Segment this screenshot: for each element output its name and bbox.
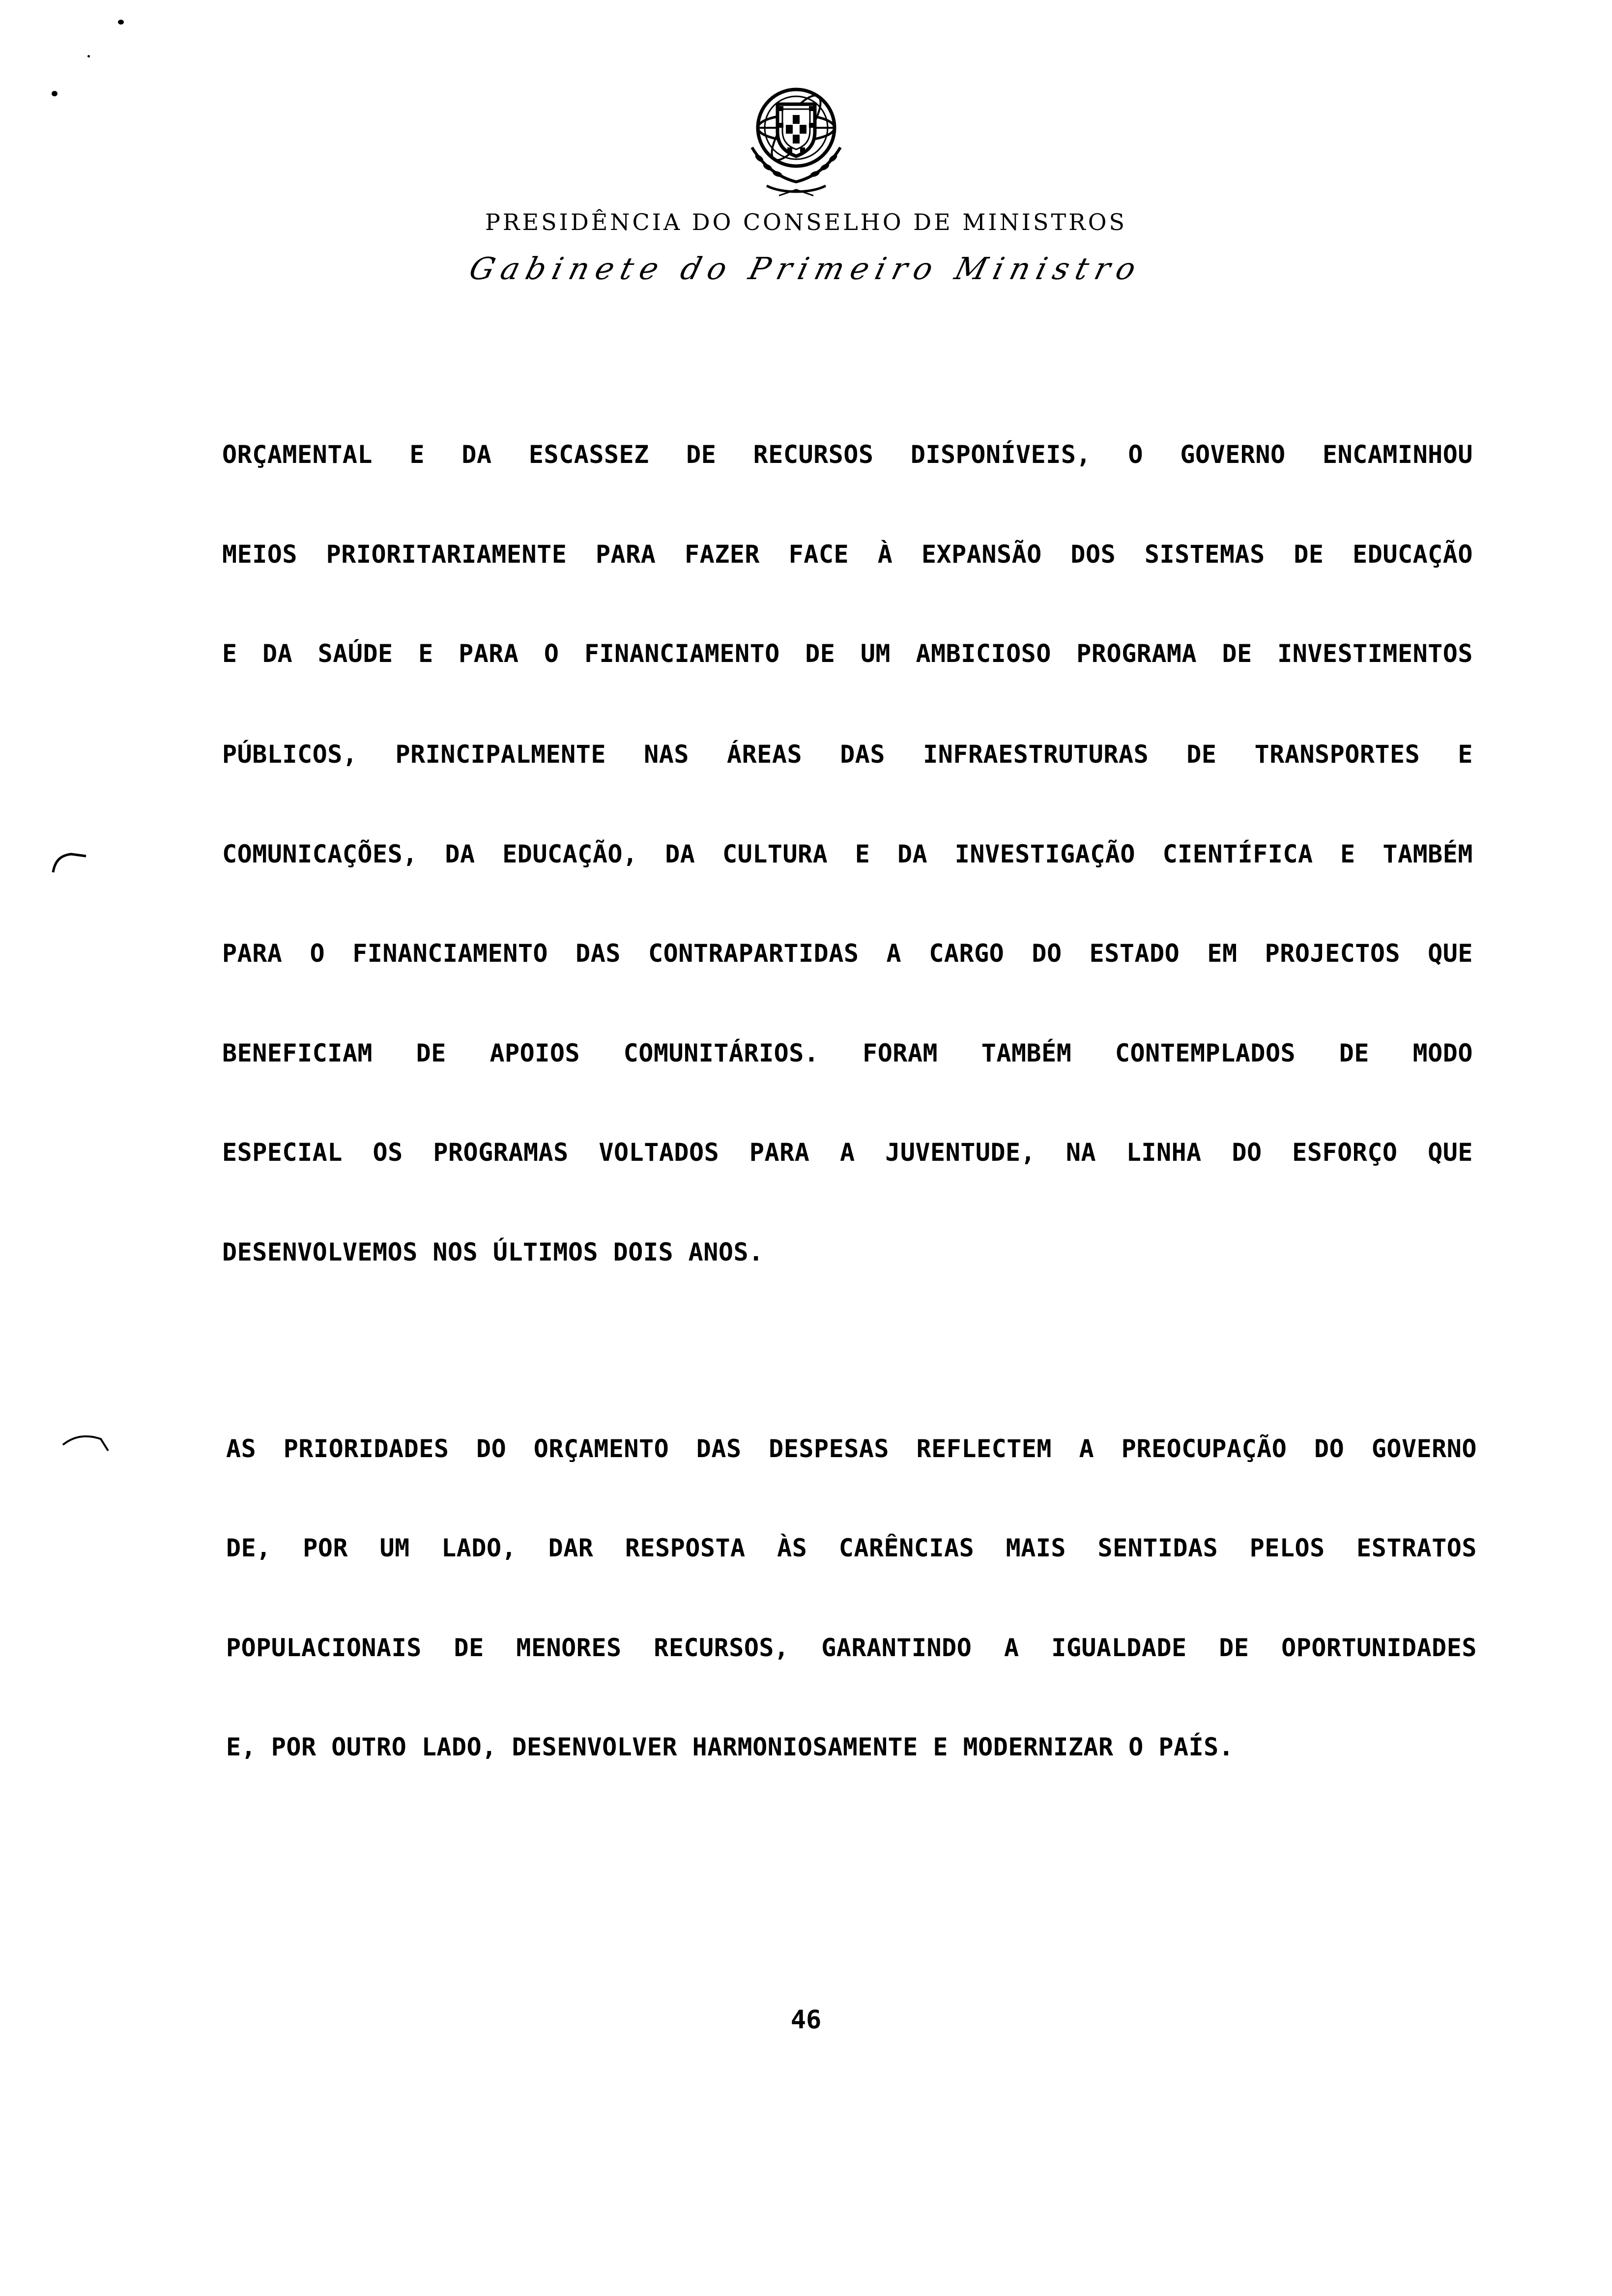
text-line: ESPECIAL OS PROGRAMAS VOLTADOS PARA A JUVENTUDE, NA LINHA DO ESFORÇO QUE [222,1138,1473,1167]
text-line: AS PRIORIDADES DO ORÇAMENTO DAS DESPESAS REFLECTEM A PREOCUPAÇÃO DO GOVERNO [226,1435,1477,1463]
office-name: Gabinete do Primeiro Ministro [465,251,1147,287]
page-number: 46 [790,2005,822,2035]
portuguese-coat-of-arms-icon [732,74,860,201]
margin-mark [49,845,88,875]
scan-speck [87,55,90,57]
text-line: DE, POR UM LADO, DAR RESPOSTA ÀS CARÊNCIAS MAIS SENTIDAS PELOS ESTRATOS [226,1534,1477,1562]
text-line: PÚBLICOS, PRINCIPALMENTE NAS ÁREAS DAS INFRAESTRUTURAS DE TRANSPORTES E [222,740,1473,769]
text-line: POPULACIONAIS DE MENORES RECURSOS, GARANTINDO A IGUALDADE DE OPORTUNIDADES [226,1634,1477,1662]
institution-name: PRESIDÊNCIA DO CONSELHO DE MINISTROS [485,209,1127,235]
text-line: PARA O FINANCIAMENTO DAS CONTRAPARTIDAS A CARGO DO ESTADO EM PROJECTOS QUE [222,939,1473,968]
text-line: E DA SAÚDE E PARA O FINANCIAMENTO DE UM AMBICIOSO PROGRAMA DE INVESTIMENTOS [222,639,1473,668]
text-line: BENEFICIAM DE APOIOS COMUNITÁRIOS. FORAM TAMBÉM CONTEMPLADOS DE MODO [222,1039,1473,1067]
text-line: DESENVOLVEMOS NOS ÚLTIMOS DOIS ANOS. [222,1238,764,1266]
scan-speck [52,91,58,96]
margin-mark [59,1425,118,1464]
scan-speck [118,20,124,25]
text-line: MEIOS PRIORITARIAMENTE PARA FAZER FACE À EXPANSÃO DOS SISTEMAS DE EDUCAÇÃO [222,540,1473,569]
text-line: ORÇAMENTAL E DA ESCASSEZ DE RECURSOS DISPONÍVEIS, O GOVERNO ENCAMINHOU [222,440,1473,469]
text-line: COMUNICAÇÕES, DA EDUCAÇÃO, DA CULTURA E DA INVESTIGAÇÃO CIENTÍFICA E TAMBÉM [222,840,1473,868]
text-line: E, POR OUTRO LADO, DESENVOLVER HARMONIOSAMENTE E MODERNIZAR O PAÍS. [226,1733,1234,1761]
